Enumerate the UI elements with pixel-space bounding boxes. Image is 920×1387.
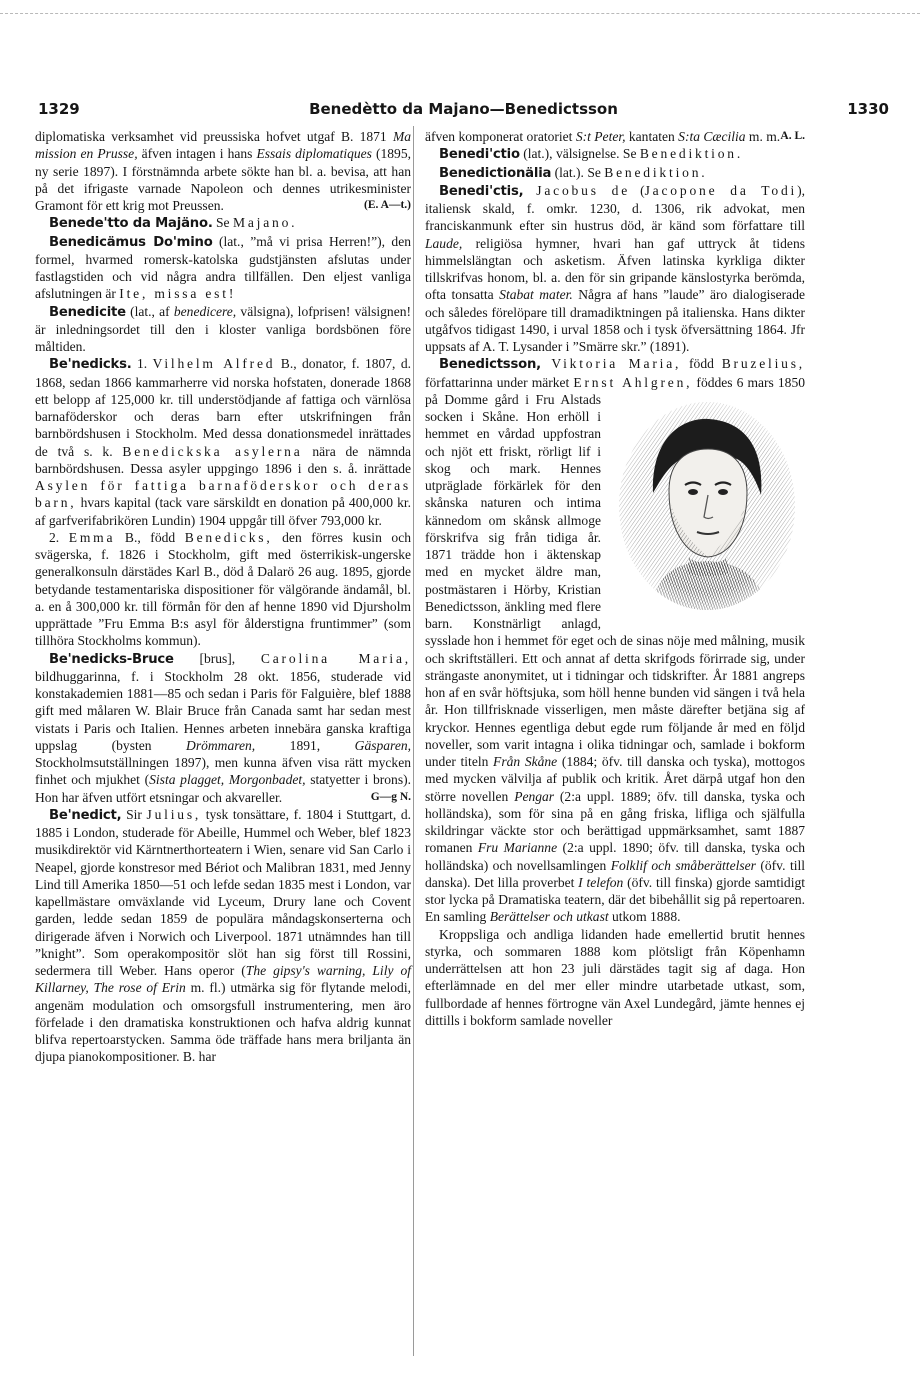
- column-divider: [413, 126, 414, 1356]
- author-signature: A. L.: [780, 130, 805, 142]
- headword: Be'nedicks.: [49, 357, 132, 373]
- entry-continuation: äfven komponerat oratoriet S:t Peter, kantaten S:ta Cæcilia m. m. A. L.: [425, 129, 805, 144]
- entry-benedicks: Be'nedicks. 1. Vilhelm Alfred B., donator, f. 1807, d. 1868, sedan 1866 kammarherre vid norska hofstaten, donerade 1868 ett belopp af 125,000 kr. till understödjande af fattiga och värnlösa barnaföderskor och deras barn efter utskrifningen från barnbördshusen i Stockholm. Med dessa donationsmedel inrättades de två s. k. Benedickska asylerna nära de nämnda barnbördshusen. Dessa asyler uppgingo 1896 i den s. å. inrättade Asylen för fattiga barnaföderskor och deras barn, hvars kapital (tack vare särskildt en donation på 400,000 kr. af garfverifabrikören Lundin) 1904 uppgår till öfver 793,000 kr.: [35, 356, 411, 528]
- headword: Benedicite: [49, 304, 126, 320]
- entry-benedicite: Benedicite (lat., af benedicere, välsigna), lofprisen! välsignen! är inledningsordet till den i kloster vanliga bordsbönen före måltiden.: [35, 303, 411, 354]
- headword: Benedictionälia: [439, 165, 552, 181]
- headword: Benedictsson,: [439, 357, 541, 373]
- entry-benedicks-2: 2. Emma B., född Benedicks, den förres kusin och svägerska, f. 1826 i Stockholm, gift med österrikisk-ungerske generalkonsuln därstädes Karl B., död å Dalarö 26 aug. 1895, gjorde betydande testamentariska dispositioner för välgörande ändamål, bl. a. en å 300,000 kr. till förmån för den af henne 1890 vid Djursholm upprättade ”Fru Emma B:s asyl för ålderstigna fruntimmer” (som tillhöra Stockholms kommun).: [35, 529, 411, 649]
- entry-benedictsson-cont: Kroppsliga och andliga lidanden hade emellertid brutit hennes styrka, och sommaren 1888 kom plötsligt från Köpenhamn underrättelsen att hon 23 juli därstädes tagit sig af daga. Hon efterlämnade en del mer eller mindre utarbetade utkast, som, fullbordade af hennes förtrogne vän Axel Lundegård, jämte hennes ej dittills i bokform samlade noveller: [425, 926, 805, 1028]
- page-number-right: 1330: [847, 100, 889, 118]
- right-column: [425, 128, 805, 1029]
- entry-benedetto: Benede'tto da Majäno. Se Majano.: [49, 215, 298, 232]
- entry-benedictio: Benedi'ctio (lat.), välsignelse. Se Benediktion.: [439, 146, 744, 163]
- headword: Benedi'ctis,: [439, 183, 524, 199]
- running-title: Benedètto da Majano—Benedictsson: [309, 100, 618, 118]
- author-signature: (E. A—t.): [364, 199, 411, 211]
- headword: Benedi'ctio: [439, 147, 520, 163]
- headword: Be'nedicks-Bruce: [49, 651, 174, 667]
- page-number-left: 1329: [38, 100, 80, 118]
- portrait-engraving-icon: [609, 395, 805, 617]
- entry-benedict: Be'nedict, Sir Julius, tysk tonsättare, f. 1804 i Stuttgart, d. 1885 i London, studerade för Abeille, Hummel och Weber, blef 1823 musikdirektör vid Kärntnerthorteatern i Wien, senare vid San Carlo i Neapel, gjorde konstresor med Bériot och Malibran 1831, med Jenny Lind till Amerika 1850—51 och lefde sedan 1835 mest i London, var kapellmästare omväxlande vid Lyceum, Drury lane och Covent garden, ledde sedan 1859 de populära måndagskonserterna och dirigerade äfven i Norwich och Liverpool. 1871 utnämndes han till ”knight”. Som operakompositör slöt han sig först till Rossini, sedermera till Weber. Hans operor (The gipsy's warning, Lily of Killarney, The rose of Erin m. fl.) utmärka sig för flytande melodi, angenäm modulation och omsorgsfull instrumentering, men äro förfelade i den dramatiska konstruktionen och hafva aldrig kunnat blifva repertoarstycken. Samma öde träffade hans mera briljanta än djupa pianokompositioner. B. har: [35, 806, 411, 1065]
- entry-benedictis: Benedi'ctis, Jacobus de (Jacopone da Todi), italiensk skald, f. omkr. 1230, d. 1306, rik advokat, men franciskanmunk efter sin hustrus död, är känd som författare till Laude, religiösa hymner, hvari han gaf uttryck åt tidens himmelslängtan och asketism. Äfven latinska kyrkliga dikter tillskrifvas honom, bl. a. den för sin gripande känslostyrka berömda, ofta tonsatta Stabat mater. Några af hans ”laude” äro dialogiserade och således förelöpare till dramadiktningen på italienska. Hans dikter utgåfvos tidigast 1490, i urval 1858 och i tysk öfversättning 1864. Jfr uppsats af A. T. Lysander i ”Smärre skr.” (1891).: [425, 182, 806, 354]
- headword: Be'nedict,: [49, 807, 122, 823]
- entry-continuation: diplomatiska verksamhet vid preussiska hofvet utgaf B. 1871 Ma mission en Prusse, äfven intagen i hans Essais diplomatiques (1895, ny serie 1897). I förstnämnda arbete sökte han bl. a. bevisa, att han på det ifrigaste varnade Napoleon och dennes utrikesminister Gramont för ett krig mot Preussen. (E. A—t.): [35, 129, 411, 213]
- entry-benedicamus: Benedicämus Do'mino (lat., ”må vi prisa Herren!”), den formel, hvarmed romersk-katolska gudstjänsten afslutas under fastlagstiden och vid några andra tillfällen. Den eljest vanliga afslutningen är Ite, missa est!: [35, 233, 411, 302]
- entry-benedictionalia: Benedictionälia (lat.). Se Benediktion.: [439, 164, 708, 181]
- page-header: [38, 100, 889, 124]
- entry-benedicks-bruce: Be'nedicks-Bruce [brus], Carolina Maria, bildhuggarinna, f. i Stockholm 28 okt. 1856, studerade vid konstakademien 1881—85 och sedan i Paris för Falguière, blef 1888 gift med målaren W. Blair Bruce från Canada samt har sedan mest vistats i Paris och Italien. Hennes arbeten innebära ganska kraftiga uppslag (bysten Drömmaren, 1891, Gäsparen, Stockholmsutställningen 1897), men kunna äfven visa rätt mycken finhet och mjukhet (Sista plagget, Morgonbadet, statyetter i brons). Hon har äfven utfört etsningar och akvareller. G—g N.: [35, 650, 411, 805]
- left-column: [35, 128, 411, 1066]
- entry-benedictsson: Benedictsson, Viktoria Maria, född Bruzelius, författarinna under märket Ernst Ahlgren, föddes 6 mars 1850 på Domme gård i Fru Alstads socken i Skåne. Hon erhöll i hemmet en vårdad uppfostran och njöt ett friskt, rörligt lif i skog och mark. Hennes utpräglade förkärlek för den skånska naturen och intima kännedom om skånsk allmoge förskrifva sig från tidiga år. 1871 trädde hon i äktenskap med en mycket äldre man, postmästaren i Hörby, Kristian Benedictsson, änkling med flere barn. Konstnärligt anlagd, sysslade hon i hemmet för eget och de sinas nöje med målning, musik och skriftställeri. Ett och annat af detta skrifgods förirrade sig, under strängaste anonymitet, ut i tidningar och tidskrifter. År 1881 angreps hon af en svår höftsjuka, som höll henne bunden vid sängen i två hela år. Hon tillfrisknade visserligen, men måste därefter betjäna sig af kryckor. Hennes egentliga debut egde rum följande år med en följd noveller, som varit intagna i olika tidningar och, samlade i bokform under titeln Från Skåne (1884; öfv. till danska och tyska), mottogos med mycken välvilja af publik och kritik. Året därpå utgaf hon den större novellen Pengar (2:a uppl. 1889; öfv. till danska, tyska och holländska), som för sina på en gång friska, lifliga och själfulla skildringar väckte stor och berättigad uppmärksamhet, samt 1887 romanen Fru Marianne (2:a uppl. 1890; öfv. till danska, tyska och holländska) och novellsamlingen Folklif och småberättelser (öfv. till danska). Det lilla proverbet I telefon (öfv. till finska) gjorde samtidigt stor lycka på Dramatiska teatern, där det bibehållit sig på repertoaren. En samling Berättelser och utkast utkom 1888.: [425, 356, 806, 925]
- headword: Benede'tto da Majäno.: [49, 216, 213, 232]
- top-rule: [0, 13, 920, 14]
- author-signature: G—g N.: [370, 790, 411, 803]
- headword: Benedicämus Do'mino: [49, 234, 213, 250]
